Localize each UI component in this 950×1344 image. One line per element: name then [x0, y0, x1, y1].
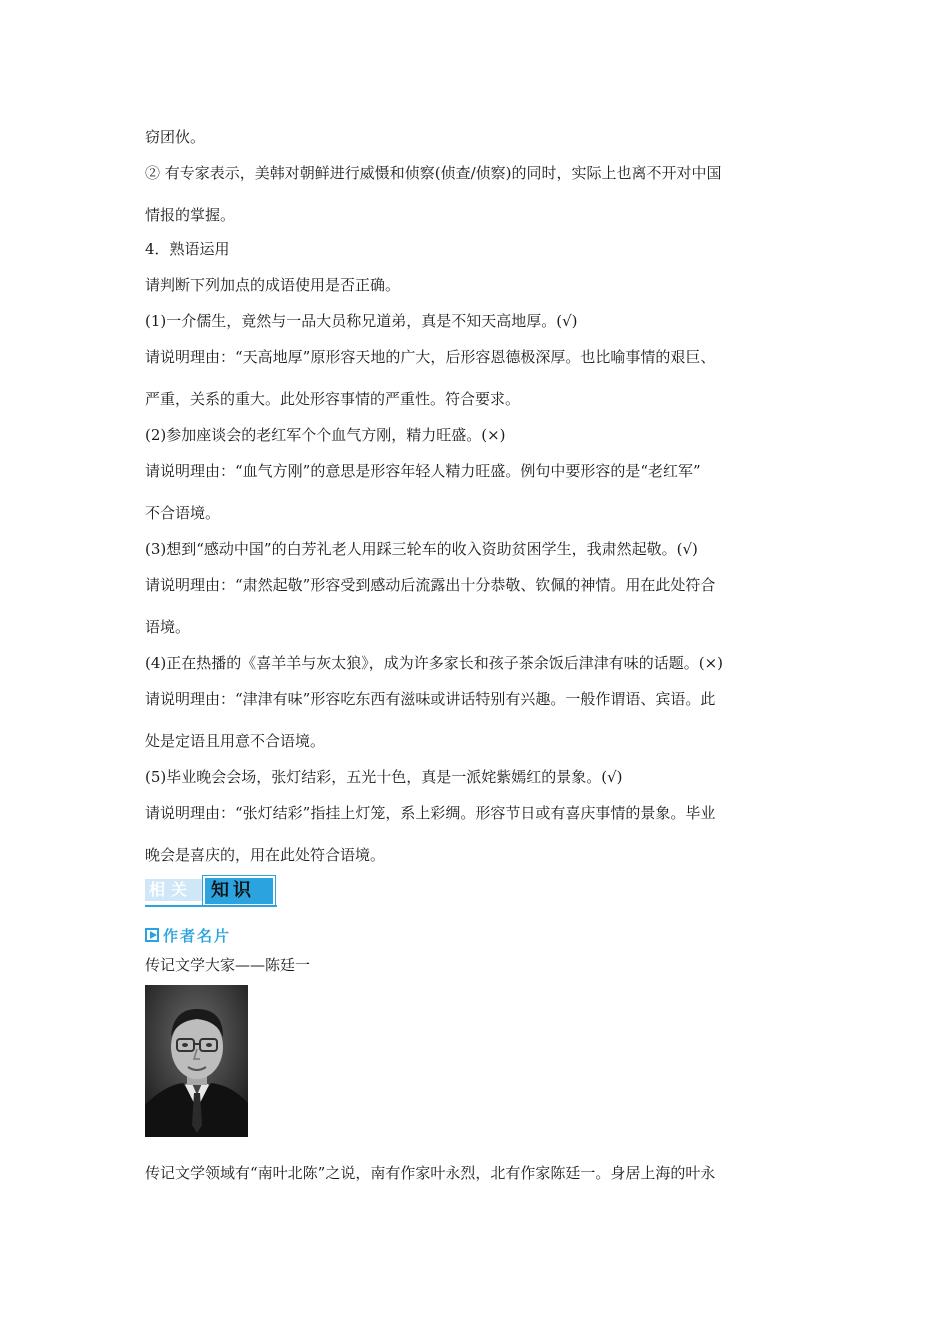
- text-line: (5)毕业晚会会场，张灯结彩，五光十色，真是一派姹紫嫣红的景象。(√): [145, 768, 623, 786]
- text-line: 情报的掌握。: [145, 206, 236, 224]
- section-body: 传记文学领域有“南叶北陈”之说，南有作家叶永烈，北有作家陈廷一。身居上海的叶永: [145, 1164, 716, 1182]
- section-title: 作者名片: [163, 926, 232, 945]
- text-line: 晚会是喜庆的，用在此处符合语境。: [145, 846, 386, 864]
- text-line: 请说明理由：“张灯结彩”指挂上灯笼，系上彩绸。形容节日或有喜庆事情的景象。毕业: [145, 804, 716, 822]
- text-line: 不合语境。: [145, 504, 221, 522]
- banner-strong-label: 知识: [203, 876, 275, 906]
- text-line: 请说明理由：“肃然起敬”形容受到感动后流露出十分恭敬、钦佩的神情。用在此处符合: [145, 576, 716, 594]
- text-line: 请说明理由：“津津有味”形容吃东西有滋味或讲话特别有兴趣。一般作谓语、宾语。此: [145, 690, 716, 708]
- text-line: 严重，关系的重大。此处形容事情的严重性。符合要求。: [145, 390, 521, 408]
- section-heading: [145, 925, 231, 945]
- related-knowledge-banner: [145, 876, 277, 908]
- text-line: 请说明理由：“天高地厚”原形容天地的广大，后形容恩德极深厚。也比喻事情的艰巨、: [145, 348, 716, 366]
- text-line: 请说明理由：“血气方刚”的意思是形容年轻人精力旺盛。例句中要形容的是“老红军”: [145, 462, 701, 480]
- text-line: (4)正在热播的《喜羊羊与灰太狼》，成为许多家长和孩子茶余饭后津津有味的话题。(×): [145, 654, 724, 672]
- text-line: (3)想到“感动中国”的白芳礼老人用踩三轮车的收入资助贫困学生，我肃然起敬。(√): [145, 540, 698, 558]
- banner-pale-label: 相关: [145, 879, 205, 901]
- play-box-icon: [145, 928, 159, 942]
- text-line: 请判断下列加点的成语使用是否正确。: [145, 276, 401, 294]
- text-line: 处是定语且用意不合语境。: [145, 732, 326, 750]
- section-subtitle: 传记文学大家——陈廷一: [145, 956, 311, 974]
- text-line: 语境。: [145, 618, 191, 636]
- text-line: (2)参加座谈会的老红军个个血气方刚，精力旺盛。(×): [145, 426, 506, 444]
- text-line: 4．熟语运用: [145, 240, 230, 258]
- text-line: (1)一介儒生，竟然与一品大员称兄道弟，真是不知天高地厚。(√): [145, 312, 578, 330]
- text-line: ② 有专家表示，美韩对朝鲜进行威慑和侦察(侦查/侦察)的同时，实际上也离不开对中国: [145, 164, 722, 182]
- text-line: 窃团伙。: [145, 128, 206, 146]
- author-photo: [145, 985, 248, 1137]
- banner-underline: [145, 905, 277, 907]
